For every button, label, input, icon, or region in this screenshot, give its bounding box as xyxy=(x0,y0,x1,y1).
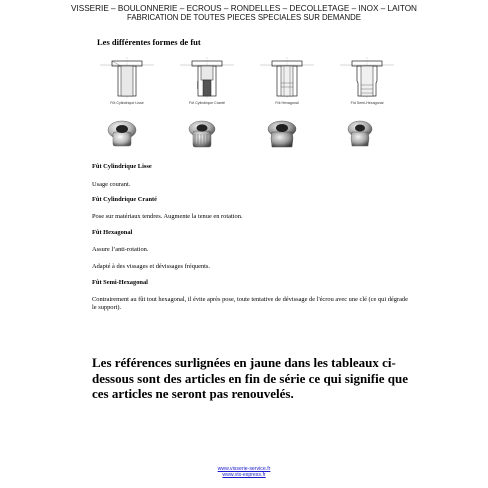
link-vis-express[interactable]: www.vis-express.fr xyxy=(222,472,266,479)
photo-crante xyxy=(184,116,220,152)
drawing-lisse-figure xyxy=(92,55,162,99)
caption-hexagonal: Fût Hexagonal xyxy=(275,101,299,105)
caption-crante: Fût Cylindrique Cranté xyxy=(189,101,225,105)
title-lisse: Fût Cylindrique Lisse xyxy=(92,163,152,170)
header-line-2: FABRICATION DE TOUTES PIECES SPECIALES SUR DEMANDE xyxy=(127,13,361,22)
title-hexagonal: Fût Hexagonal xyxy=(92,229,133,236)
photo-semi-hexagonal xyxy=(342,116,378,152)
product-photos xyxy=(100,116,400,156)
photo-lisse xyxy=(104,116,140,152)
page-header xyxy=(0,4,488,22)
text-crante: Pose sur matériaux tendres. Augmente la tenue en rotation. xyxy=(92,213,243,220)
drawing-lisse xyxy=(92,55,162,111)
caption-semi-hexagonal: Fût Semi-Hexagonal xyxy=(350,101,384,105)
drawing-semi-hexagonal xyxy=(332,55,402,111)
technical-drawings xyxy=(92,55,402,115)
photo-hexagonal xyxy=(264,116,300,152)
text-hexagonal-2: Adapté à des vissages et dévissages fréquents. xyxy=(92,263,211,270)
drawing-crante-figure xyxy=(172,55,242,99)
end-of-series-notice: Les références surlignées en jaune dans les tableaux ci-dessous sont des articles en fin de série ce qui signifie que ces articles ne seront pas renouvelés. xyxy=(92,355,408,401)
title-crante: Fût Cylindrique Cranté xyxy=(92,196,157,203)
drawing-hexagonal xyxy=(252,55,322,111)
section-heading: Les différentes formes de fut xyxy=(97,37,201,47)
text-semi-hexagonal: Contrairement au fût tout hexagonal, il évite après pose, toute tentative de dévissage de l'écrou avec une clé (ce qui dégrade le support). xyxy=(92,296,408,311)
text-hexagonal-1: Assure l’anti-rotation. xyxy=(92,246,149,253)
page-footer xyxy=(0,466,488,478)
drawing-hexagonal-figure xyxy=(252,55,322,99)
caption-lisse: Fût Cylindrique Lisse xyxy=(110,101,144,105)
drawing-crante xyxy=(172,55,242,111)
header-line-1: VISSERIE – BOULONNERIE – ECROUS – RONDELLES – DECOLLETAGE – INOX – LAITON xyxy=(71,4,417,13)
link-visserie-service[interactable]: www.visserie-service.fr xyxy=(217,466,271,472)
text-lisse: Usage courant. xyxy=(92,181,131,188)
title-semi-hexagonal: Fût Semi-Hexagonal xyxy=(92,279,148,286)
drawing-semi-hexagonal-figure xyxy=(332,55,402,99)
